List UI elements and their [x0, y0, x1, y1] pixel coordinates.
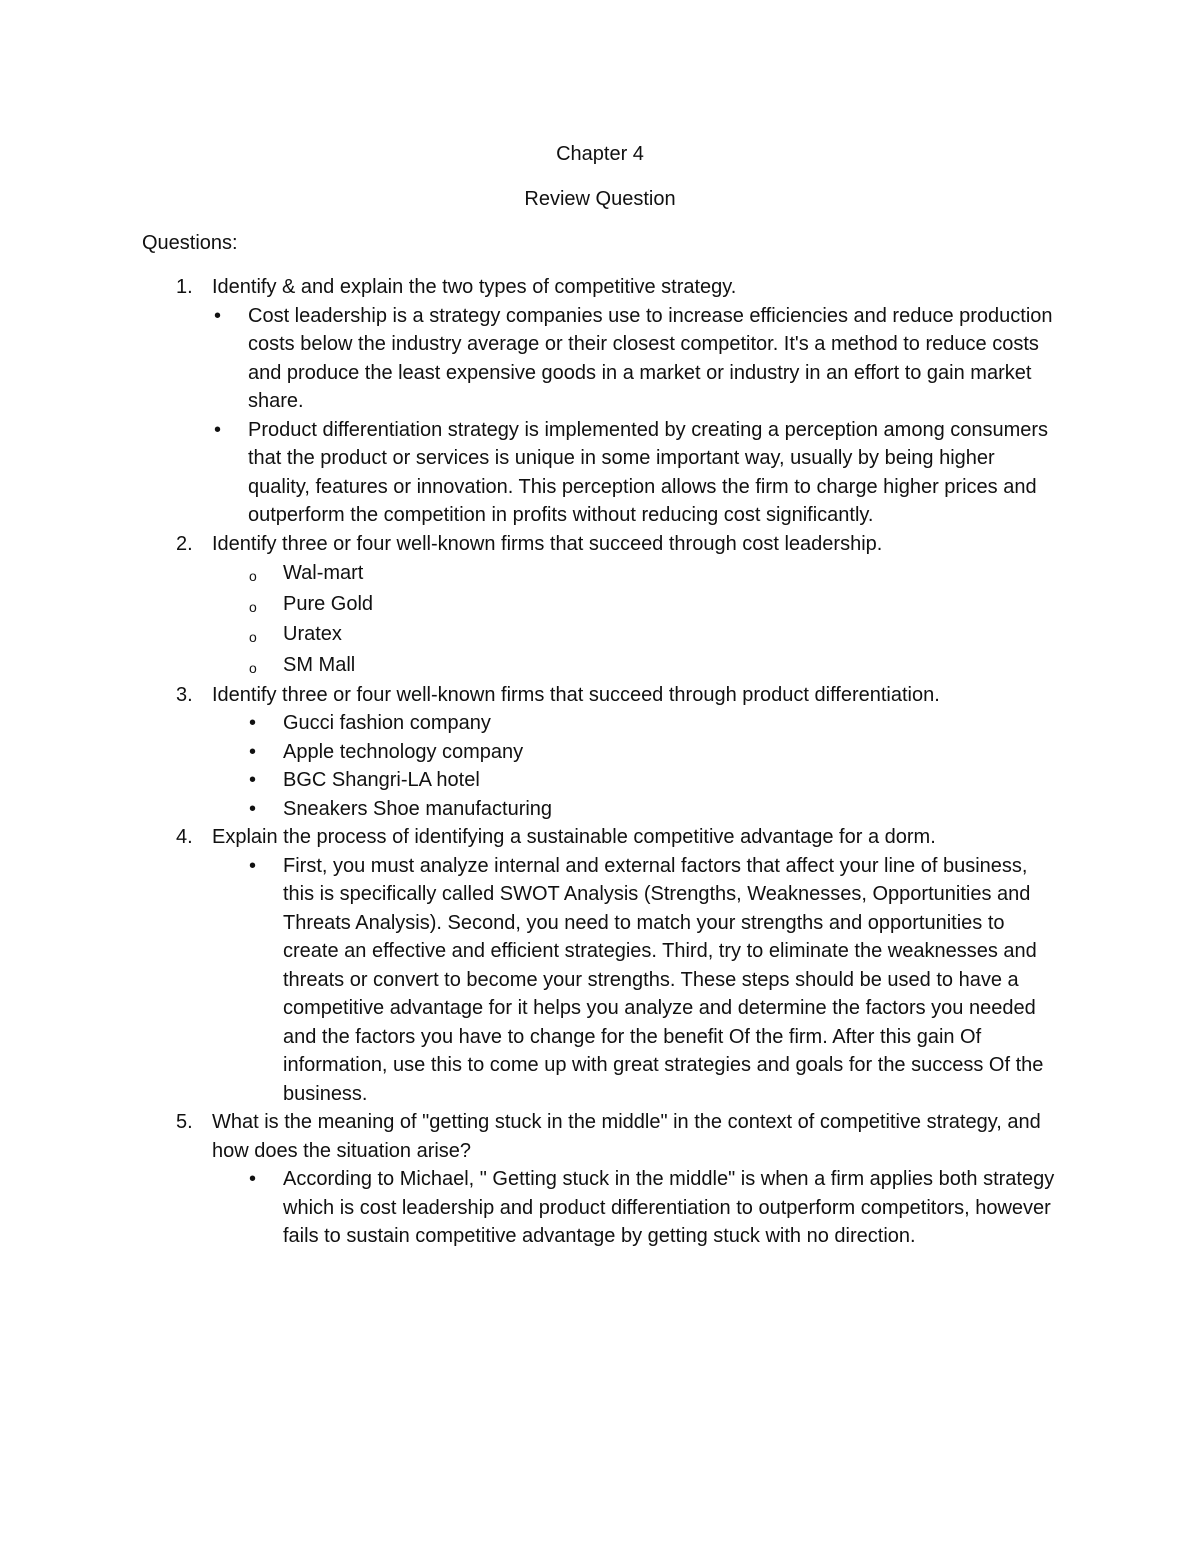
question-item [142, 273, 1062, 530]
bullet-icon: • [249, 712, 257, 735]
answer-item [212, 852, 1062, 1109]
answer-list [212, 852, 1062, 1109]
answer-text: Product differentiation strategy is implemented by creating a perception among consumers that the product or services is unique in some important way, usually by being higher quality, features or innovation. This perception allows the firm to charge higher prices and outperform the competition in profits without reducing cost significantly. [248, 418, 1049, 526]
question-text: Identify three or four well-known firms that succeed through product differentiation. [212, 683, 940, 706]
questions-header: Questions: [142, 232, 238, 254]
answer-text: SM Mall [283, 654, 356, 677]
bullet-icon: • [214, 418, 222, 441]
question-item [142, 1108, 1062, 1251]
answer-item [212, 1165, 1062, 1251]
question-item [142, 681, 1062, 824]
answer-item [212, 795, 1062, 824]
answer-text: Apple technology company [283, 740, 524, 763]
bullet-icon: • [249, 740, 257, 763]
answer-list [212, 1165, 1062, 1251]
bullet-icon: • [214, 304, 222, 327]
answer-item [212, 558, 1062, 589]
answer-item [212, 738, 1062, 767]
answer-text: Wal-mart [283, 562, 364, 584]
answer-text: Cost leadership is a strategy companies use to increase efficiencies and reduce production costs below the industry average or their closest competitor. It's a method to reduce costs and produce the least expensive goods in a market or industry in an effort to gain market share. [248, 304, 1053, 412]
answer-text: First, you must analyze internal and external factors that affect your line of business, this is specifically called SWOT Analysis (Strengths, Weaknesses, Opportunities and Threats Analysis). Second, you need to match your strengths and opportunities to create an effective and efficient strategies. Third, try to eliminate the weaknesses and threats or convert to become your strengths. These steps should be used to have a competitive advantage for it helps you analyze and determine the factors you needed and the factors you have to change for the benefit Of the firm. After this gain Of information, use this to come up with great strategies and goals for the success Of the business. [283, 854, 1044, 1105]
bullet-icon: • [249, 1168, 257, 1191]
document-subtitle: Review Question [524, 188, 676, 210]
questions-list [142, 273, 1062, 1251]
answer-item [212, 766, 1062, 795]
answer-item [212, 302, 1062, 416]
question-item [142, 823, 1062, 1108]
answer-list [212, 302, 1062, 530]
question-item [142, 530, 1062, 681]
answer-text: Uratex [283, 623, 342, 646]
answer-item [212, 709, 1062, 738]
circle-bullet-icon: o [249, 629, 257, 646]
answer-text: Sneakers Shoe manufacturing [283, 797, 553, 820]
circle-bullet-icon: o [249, 598, 257, 615]
answer-list [212, 709, 1062, 823]
answer-item [212, 416, 1062, 530]
answer-text: Gucci fashion company [283, 712, 491, 735]
answer-item [212, 619, 1062, 650]
answer-text: According to Michael, " Getting stuck in the middle" is when a firm applies both strategy which is cost leadership and product differentiation to outperform competitors, however fails to sustain competitive advantage by getting stuck with no direction. [283, 1168, 1055, 1248]
answer-text: Pure Gold [283, 592, 374, 615]
question-number: 5. [176, 1111, 193, 1134]
question-text: Explain the process of identifying a sustainable competitive advantage for a dorm. [212, 826, 936, 849]
circle-bullet-icon: o [249, 568, 257, 584]
question-text: Identify & and explain the two types of competitive strategy. [212, 276, 737, 298]
answer-list [212, 558, 1062, 681]
question-number: 4. [176, 826, 193, 849]
chapter-title: Chapter 4 [556, 143, 644, 165]
question-number: 1. [176, 276, 193, 298]
question-text: What is the meaning of "getting stuck in the middle" in the context of competitive strategy, and how does the situation arise? [212, 1111, 1041, 1162]
bullet-icon: • [249, 854, 257, 877]
answer-text: BGC Shangri-LA hotel [283, 769, 480, 792]
answer-item [212, 650, 1062, 681]
circle-bullet-icon: o [249, 660, 257, 677]
question-text: Identify three or four well-known firms that succeed through cost leadership. [212, 532, 883, 555]
answer-item [212, 589, 1062, 620]
question-number: 2. [176, 532, 193, 555]
bullet-icon: • [249, 769, 257, 792]
question-number: 3. [176, 683, 193, 706]
bullet-icon: • [249, 797, 257, 820]
